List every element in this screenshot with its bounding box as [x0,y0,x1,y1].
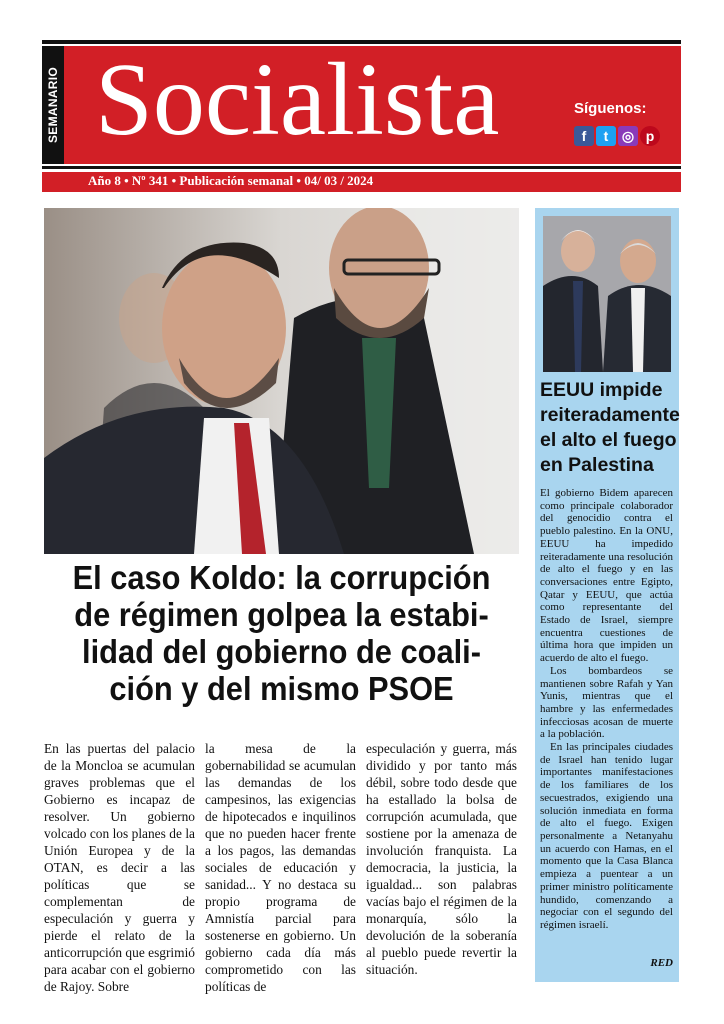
issue-bar [42,172,681,192]
article-column-1: En las puertas del palacio de la Moncloa se acumulan graves problemas que el Gobierno es incapaz de resolver. Un gobierno volcado con los planes de la Unión Europea y de la OTAN, es decir a las políticas que se complementan de especulación y guerra y pierde el relato de la anticorrupción que esgrimió para acabar con el gobierno de Rajoy. Sobre [44,741,195,994]
sidebar-paragraph: El gobierno Bidem aparecen como principale colaborador del genocidio contra el pueblo palestino. En la ONU, EEUU ha impedido reiteradamente una resolución de alto el fuego y en las conversaciones entre Egipto, Qatar y EEUU, que actúa como representante del Estado de Israel, siempre encuentra cuestiones de última hora que impiden un acuerdo de alto el fuego. [540,487,673,665]
issue-line: Año 8 • Nº 341 • Publicación semanal • 04/ 03 / 2024 [88,173,374,188]
sidebar-signature: RED [650,957,673,969]
social-links [574,126,662,148]
newspaper-title: Socialista [95,42,500,157]
main-photo-illustration [44,208,519,554]
twitter-icon[interactable]: t [596,126,616,146]
main-headline: El caso Koldo: la corrupción de régimen golpea la estabi-lidad del gobierno de coali-ción y del mismo PSOE [72,560,491,708]
sidebar-body [540,487,673,932]
article-column-3: especulación y guerra, más dividido y por tanto más débil, sobre todo desde que ha estallado la bolsa de corrupción acumulada, que sostiene por la amenaza de involución franquista. La democracia, la justicia, la igualdad... son palabras vacías bajo el régimen de la monarquía, sólo la devolución de la soberanía al pueblo puede revertir la situación. [366,741,517,977]
facebook-icon[interactable]: f [574,126,594,146]
kicker-label: SEMANARIO [46,66,60,144]
sidebar-photo [543,216,671,372]
main-photo [44,208,519,554]
sidebar-photo-illustration [543,216,671,372]
sidebar-paragraph: En las principales ciudades de Israel han tenido lugar importantes manifestaciones de los familiares de los secuestrados, exigiendo una solución inmediata en forma de alto el fuego. Exigen personalmente a Netanyahu un acuerdo con Hamas, en el momento que la Casa Blanca empieza a puentear a un primer ministro políticamente hundido, comenzando a negociar con el segundo del régimen israelí. [540,741,673,931]
sidebar-headline: EEUU impide reiteradamente el alto el fuego en Palestina [540,379,680,476]
instagram-icon[interactable]: ◎ [618,126,638,146]
pinterest-icon[interactable]: p [640,126,660,146]
masthead-divider [42,166,681,169]
follow-label: Síguenos: [574,100,647,117]
sidebar-paragraph: Los bombardeos se mantienen sobre Rafah y Yan Yunis, mientras que el hambre y las enfermedades infecciosas acosan de muerte a la población. [540,664,673,741]
article-column-2: la mesa de la gobernabilidad se acumulan las demandas de los campesinos, las exigencias de hipotecados e inquilinos que no pueden hacer frente a los pagos, las demandas sociales de educación y sanidad... Y no destaca su propio programa de Amnistía parcial para sostenerse en gobierno. Un gobierno cada día más comprometido con las políticas de [205,741,356,994]
kicker-band [42,46,64,164]
